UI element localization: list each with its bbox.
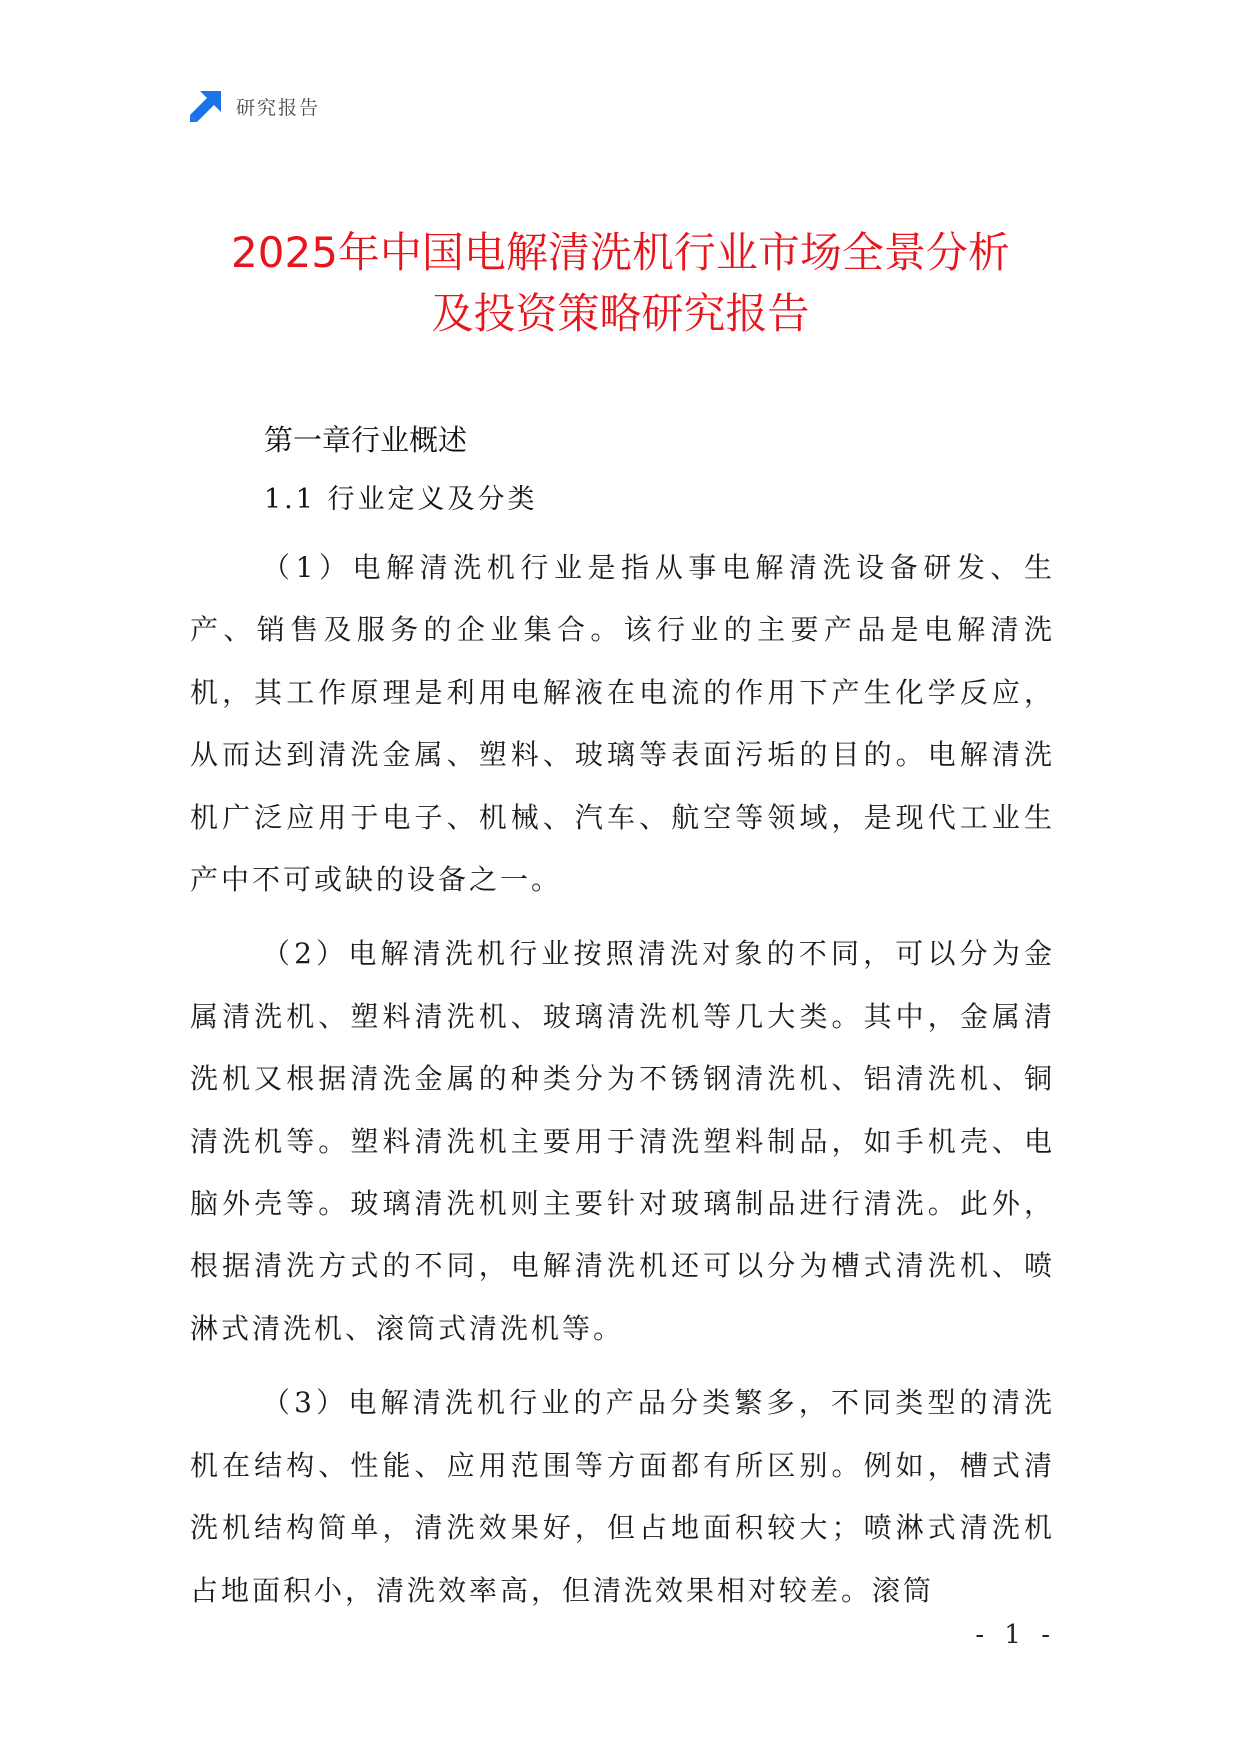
report-header [188,88,320,124]
document-body [190,420,1055,1634]
paragraph-1: （1）电解清洗机行业是指从事电解清洗设备研发、生产、销售及服务的企业集合。该行业的主要产品是电解清洗机，其工作原理是利用电解液在电流的作用下产生化学反应，从而达到清洗金属、塑料、玻璃等表面污垢的目的。电解清洗机广泛应用于电子、机械、汽车、航空等领域，是现代工业生产中不可或缺的设备之一。 [190,551,1055,897]
paragraph-3: （3）电解清洗机行业的产品分类繁多，不同类型的清洗机在结构、性能、应用范围等方面都有所区别。例如，槽式清洗机结构简单，清洗效果好，但占地面积较大；喷淋式清洗机占地面积小，清洗效率高，但清洗效果相对较差。滚筒 [190,1386,1055,1607]
section-heading: 1.1 行业定义及分类 [264,484,538,515]
arrow-up-right-icon [188,88,224,124]
paragraph-2: （2）电解清洗机行业按照清洗对象的不同，可以分为金属清洗机、塑料清洗机、玻璃清洗机等几大类。其中，金属清洗机又根据清洗金属的种类分为不锈钢清洗机、铝清洗机、铜清洗机等。塑料清洗机主要用于清洗塑料制品，如手机壳、电脑外壳等。玻璃清洗机则主要针对玻璃制品进行清洗。此外，根据清洗方式的不同，电解清洗机还可以分为槽式清洗机、喷淋式清洗机、滚筒式清洗机等。 [190,937,1055,1345]
document-title [150,222,1091,344]
chapter-heading: 第一章行业概述 [264,423,468,457]
title-line-2: 及投资策略研究报告 [431,289,810,338]
title-line-1: 2025年中国电解清洗机行业市场全景分析 [231,228,1010,277]
page-number: - 1 - [975,1620,1056,1650]
header-label: 研究报告 [236,96,321,119]
